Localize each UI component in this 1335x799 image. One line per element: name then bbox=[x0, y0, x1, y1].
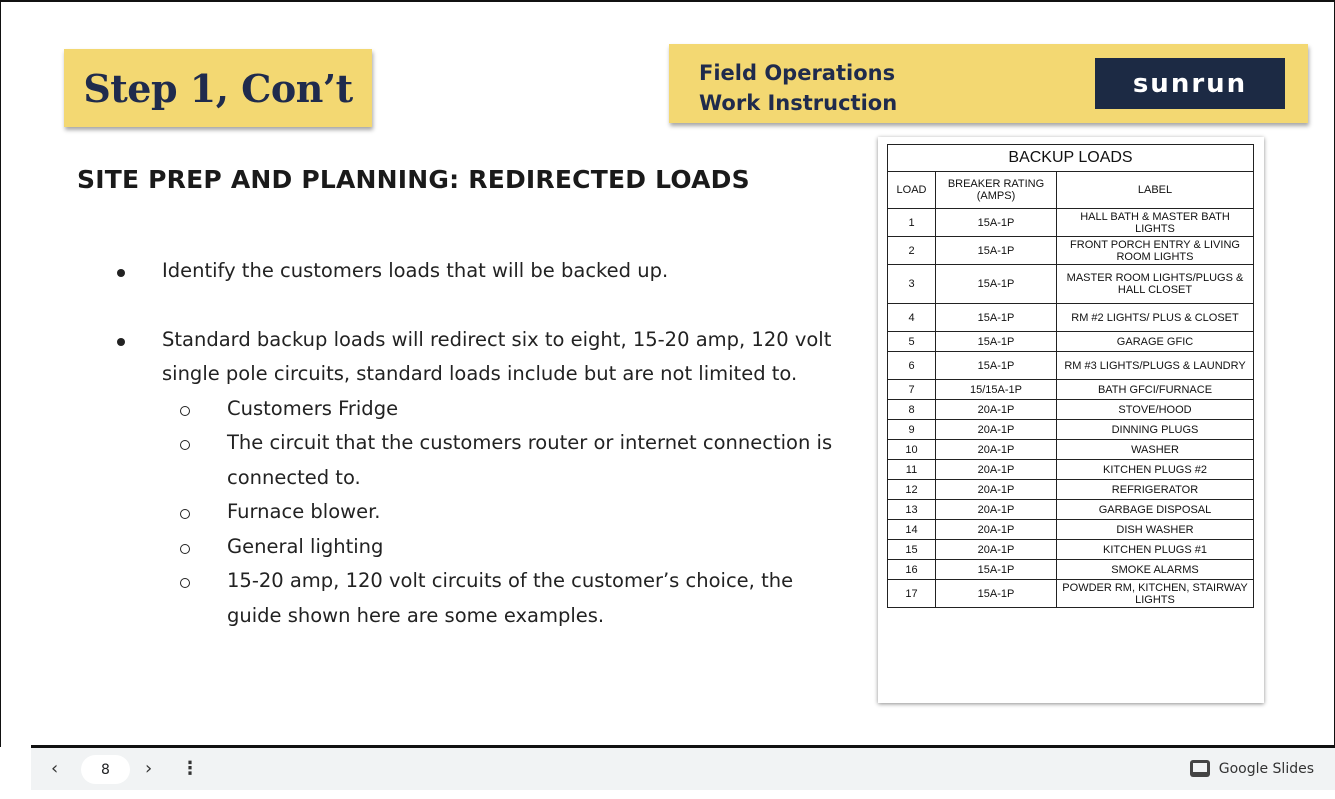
column-header-rating: BREAKER RATING (AMPS) bbox=[936, 172, 1057, 209]
table-cell-label: RM #3 LIGHTS/PLUGS & LAUNDRY bbox=[1057, 352, 1254, 380]
table-row bbox=[888, 352, 1254, 380]
table-cell-rating: 20A-1P bbox=[936, 500, 1057, 520]
table-cell-load: 12 bbox=[888, 480, 936, 500]
google-slides-label: Google Slides bbox=[1218, 760, 1314, 777]
table-row bbox=[888, 304, 1254, 332]
table-cell-rating: 15A-1P bbox=[936, 580, 1057, 608]
table-cell-rating: 20A-1P bbox=[936, 440, 1057, 460]
table-cell-label: STOVE/HOOD bbox=[1057, 400, 1254, 420]
table-cell-label: DISH WASHER bbox=[1057, 520, 1254, 540]
table-cell-load: 3 bbox=[888, 265, 936, 304]
table-cell-load: 17 bbox=[888, 580, 936, 608]
table-row bbox=[888, 400, 1254, 420]
table-cell-label: FRONT PORCH ENTRY & LIVING ROOM LIGHTS bbox=[1057, 237, 1254, 265]
table-row bbox=[888, 380, 1254, 400]
table-row bbox=[888, 209, 1254, 237]
table-cell-rating: 15/15A-1P bbox=[936, 380, 1057, 400]
table-cell-label: HALL BATH & MASTER BATH LIGHTS bbox=[1057, 209, 1254, 237]
table-cell-label: RM #2 LIGHTS/ PLUS & CLOSET bbox=[1057, 304, 1254, 332]
table-cell-rating: 20A-1P bbox=[936, 420, 1057, 440]
table-cell-load: 1 bbox=[888, 209, 936, 237]
table-row bbox=[888, 265, 1254, 304]
bullet-list bbox=[111, 254, 846, 633]
table-cell-load: 13 bbox=[888, 500, 936, 520]
table-cell-rating: 20A-1P bbox=[936, 460, 1057, 480]
sunrun-logo bbox=[1095, 58, 1285, 109]
google-slides-brand[interactable] bbox=[1190, 760, 1314, 777]
bullet-text: Standard backup loads will redirect six to eight, 15-20 amp, 120 volt single pole circuits, standard loads include but are not limited to. bbox=[162, 327, 832, 385]
table-cell-load: 10 bbox=[888, 440, 936, 460]
table-cell-rating: 15A-1P bbox=[936, 304, 1057, 332]
table-cell-load: 8 bbox=[888, 400, 936, 420]
section-heading: SITE PREP AND PLANNING: REDIRECTED LOADS bbox=[77, 165, 750, 194]
header-line-2: Work Instruction bbox=[699, 91, 898, 115]
table-cell-load: 6 bbox=[888, 352, 936, 380]
backup-loads-table bbox=[887, 144, 1254, 608]
chevron-left-icon[interactable]: ‹ bbox=[51, 758, 59, 779]
table-row bbox=[888, 237, 1254, 265]
table-cell-label: MASTER ROOM LIGHTS/PLUGS & HALL CLOSET bbox=[1057, 265, 1254, 304]
sub-bullet-text: General lighting bbox=[227, 534, 384, 558]
page-number: 8 bbox=[101, 761, 110, 778]
table-cell-rating: 20A-1P bbox=[936, 400, 1057, 420]
bullet-circle-icon bbox=[180, 544, 190, 554]
table-cell-load: 11 bbox=[888, 460, 936, 480]
table-row bbox=[888, 460, 1254, 480]
table-cell-rating: 15A-1P bbox=[936, 560, 1057, 580]
table-cell-rating: 15A-1P bbox=[936, 265, 1057, 304]
bullet-dot-icon bbox=[117, 269, 125, 277]
google-slides-icon bbox=[1190, 760, 1210, 777]
table-row bbox=[888, 332, 1254, 352]
table-row bbox=[888, 420, 1254, 440]
page-number-pill[interactable] bbox=[81, 755, 130, 784]
table-cell-label: WASHER bbox=[1057, 440, 1254, 460]
slide-title: Step 1, Con’t bbox=[83, 65, 353, 111]
bullet-item bbox=[111, 323, 846, 392]
table-cell-rating: 15A-1P bbox=[936, 237, 1057, 265]
table-cell-label: GARBAGE DISPOSAL bbox=[1057, 500, 1254, 520]
table-body bbox=[888, 209, 1254, 608]
table-cell-label: DINNING PLUGS bbox=[1057, 420, 1254, 440]
table-cell-label: GARAGE GFIC bbox=[1057, 332, 1254, 352]
sub-bullet-item bbox=[111, 392, 846, 427]
sub-bullet-item bbox=[111, 530, 846, 565]
table-caption: BACKUP LOADS bbox=[888, 145, 1254, 172]
table-cell-label: BATH GFCI/FURNACE bbox=[1057, 380, 1254, 400]
sub-bullet-text: 15-20 amp, 120 volt circuits of the customer’s choice, the guide shown here are some examples. bbox=[227, 569, 794, 627]
table-cell-rating: 20A-1P bbox=[936, 540, 1057, 560]
header-line-1: Field Operations bbox=[699, 61, 896, 85]
table-cell-rating: 20A-1P bbox=[936, 520, 1057, 540]
table-cell-load: 15 bbox=[888, 540, 936, 560]
table-row bbox=[888, 540, 1254, 560]
table-cell-rating: 15A-1P bbox=[936, 332, 1057, 352]
chevron-right-icon[interactable]: › bbox=[145, 758, 153, 779]
more-options-icon[interactable]: ⋮ bbox=[181, 758, 199, 779]
table-cell-load: 9 bbox=[888, 420, 936, 440]
table-cell-label: SMOKE ALARMS bbox=[1057, 560, 1254, 580]
table-cell-rating: 20A-1P bbox=[936, 480, 1057, 500]
header-text bbox=[699, 58, 897, 118]
column-header-load: LOAD bbox=[888, 172, 936, 209]
table-row bbox=[888, 560, 1254, 580]
sub-bullet-text: The circuit that the customers router or internet connection is connected to. bbox=[227, 431, 833, 489]
slide-title-box bbox=[64, 49, 372, 127]
bullet-dot-icon bbox=[117, 338, 125, 346]
table-cell-load: 7 bbox=[888, 380, 936, 400]
bullet-circle-icon bbox=[180, 440, 190, 450]
table-row bbox=[888, 480, 1254, 500]
table-cell-label: POWDER RM, KITCHEN, STAIRWAY LIGHTS bbox=[1057, 580, 1254, 608]
table-cell-label: REFRIGERATOR bbox=[1057, 480, 1254, 500]
table-cell-load: 16 bbox=[888, 560, 936, 580]
column-header-label: LABEL bbox=[1057, 172, 1254, 209]
bullet-circle-icon bbox=[180, 509, 190, 519]
slides-toolbar bbox=[31, 748, 1335, 790]
sub-bullet-item bbox=[111, 564, 846, 633]
table-cell-label: KITCHEN PLUGS #1 bbox=[1057, 540, 1254, 560]
bullet-item bbox=[111, 254, 846, 289]
sub-bullet-item bbox=[111, 495, 846, 530]
header-banner bbox=[669, 44, 1308, 123]
bullet-text: Identify the customers loads that will be backed up. bbox=[162, 259, 669, 282]
sub-bullet-item bbox=[111, 426, 846, 495]
sub-bullet-text: Furnace blower. bbox=[227, 500, 381, 523]
sub-bullet-text: Customers Fridge bbox=[227, 396, 399, 420]
backup-loads-image bbox=[878, 137, 1264, 703]
table-row bbox=[888, 440, 1254, 460]
table-cell-load: 2 bbox=[888, 237, 936, 265]
bullet-circle-icon bbox=[180, 406, 190, 416]
table-cell-load: 4 bbox=[888, 304, 936, 332]
logo-text: sunrun bbox=[1132, 68, 1248, 99]
table-row bbox=[888, 520, 1254, 540]
table-row bbox=[888, 500, 1254, 520]
table-cell-rating: 15A-1P bbox=[936, 209, 1057, 237]
table-cell-load: 14 bbox=[888, 520, 936, 540]
table-row bbox=[888, 580, 1254, 608]
bullet-circle-icon bbox=[180, 578, 190, 588]
table-cell-load: 5 bbox=[888, 332, 936, 352]
table-cell-label: KITCHEN PLUGS #2 bbox=[1057, 460, 1254, 480]
table-cell-rating: 15A-1P bbox=[936, 352, 1057, 380]
